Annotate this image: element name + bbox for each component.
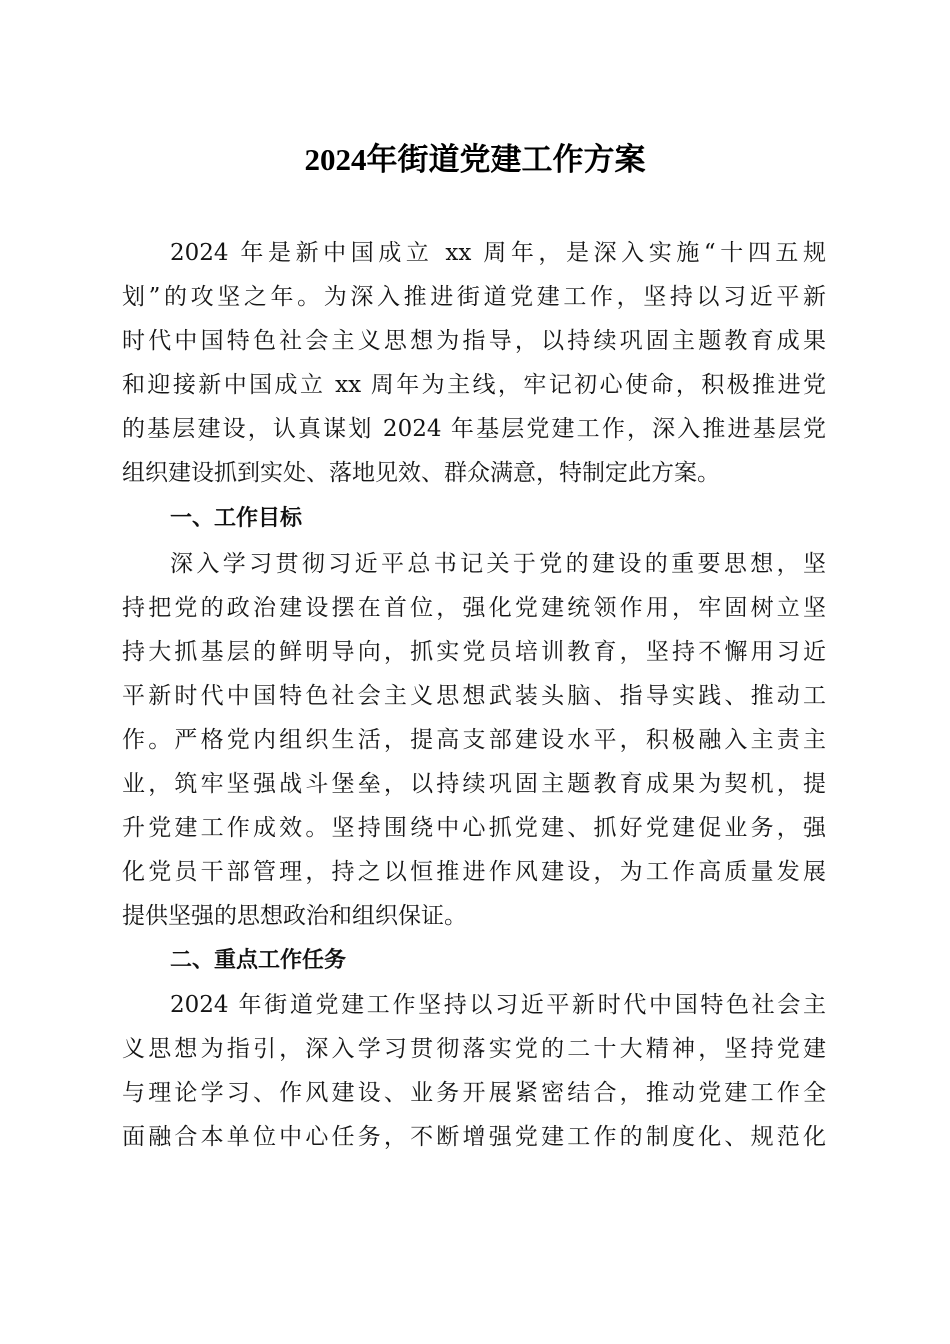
text-line: 业，筑牢坚强战斗堡垒，以持续巩固主题教育成果为契机，提: [122, 771, 826, 797]
text-line: 平新时代中国特色社会主义思想武装头脑、指导实践、推动工: [122, 683, 826, 709]
text-line: 和迎接新中国成立 xx 周年为主线，牢记初心使命，积极推进党: [122, 372, 826, 398]
text-line: 时代中国特色社会主义思想为指导，以持续巩固主题教育成果: [122, 328, 826, 354]
text-line: 面融合本单位中心任务，不断增强党建工作的制度化、规范化: [122, 1124, 826, 1150]
document-title: 2024年街道党建工作方案: [304, 142, 646, 177]
section-heading-work-goals: 一、工作目标: [170, 506, 303, 531]
text-line: 升党建工作成效。坚持围绕中心抓党建、抓好党建促业务，强: [122, 815, 826, 841]
paragraph-intro: [122, 231, 826, 495]
text-line: 化党员干部管理，持之以恒推进作风建设，为工作高质量发展: [122, 859, 826, 885]
text-line: 与理论学习、作风建设、业务开展紧密结合，推动党建工作全: [122, 1080, 826, 1106]
text-line: 划”的攻坚之年。为深入推进街道党建工作，坚持以习近平新: [122, 284, 826, 310]
text-line: 义思想为指引，深入学习贯彻落实党的二十大精神，坚持党建: [122, 1036, 826, 1062]
paragraph-key-tasks: [122, 983, 826, 1159]
text-line: 持大抓基层的鲜明导向，抓实党员培训教育，坚持不懈用习近: [122, 639, 826, 665]
text-line: 持把党的政治建设摆在首位，强化党建统领作用，牢固树立坚: [122, 595, 826, 621]
text-line: 2024 年是新中国成立 xx 周年，是深入实施“十四五规: [170, 240, 826, 266]
section-heading-key-tasks: 二、重点工作任务: [170, 948, 347, 973]
text-line: 提供坚强的思想政治和组织保证。: [122, 903, 467, 929]
document-body: [122, 231, 826, 1159]
text-line: 2024 年街道党建工作坚持以习近平新时代中国特色社会主: [170, 992, 826, 1018]
text-line: 深入学习贯彻习近平总书记关于党的建设的重要思想，坚: [170, 551, 826, 577]
paragraph-work-goals: [122, 542, 826, 938]
text-line: 组织建设抓到实处、落地见效、群众满意，特制定此方案。: [122, 460, 720, 486]
text-line: 作。严格党内组织生活，提高支部建设水平，积极融入主责主: [122, 727, 826, 753]
text-line: 的基层建设，认真谋划 2024 年基层党建工作，深入推进基层党: [122, 416, 826, 442]
